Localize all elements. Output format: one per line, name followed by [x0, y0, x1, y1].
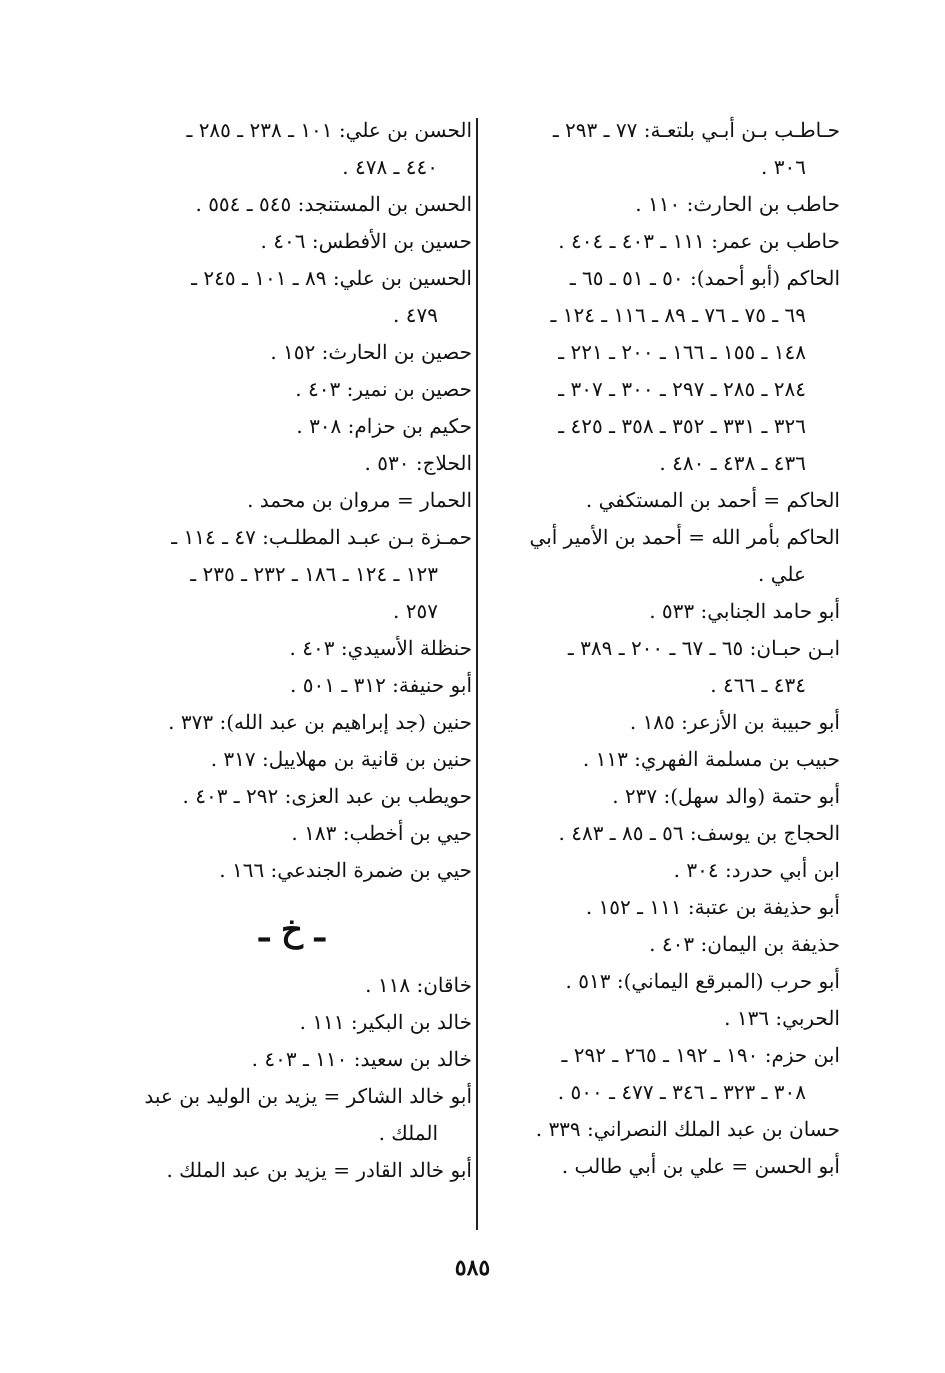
entry-continuation-line: ٤٧٩ .: [393, 303, 438, 327]
index-entry: [112, 704, 472, 741]
entry-continuation-line: ٣٠٨ ـ ٣٢٣ ـ ٣٤٦ ـ ٤٧٧ ـ ٥٠٠ .: [557, 1080, 806, 1104]
left-column: [112, 112, 472, 1189]
index-entry: [480, 704, 840, 741]
index-entry: [480, 778, 840, 815]
entry-continuation-line: ٢٥٧ .: [393, 599, 438, 623]
index-entry: [480, 852, 840, 889]
entry-line: حنظلة الأسيدي: ٤٠٣ .: [289, 636, 472, 660]
entry-line: الحاكم = أحمد بن المستكفي .: [585, 488, 840, 512]
index-entry: [480, 112, 840, 186]
entry-continuation-line: ٦٩ ـ ٧٥ ـ ٧٦ ـ ٨٩ ـ ١١٦ ـ ١٢٤ ـ: [550, 303, 806, 327]
index-entry: [480, 630, 840, 704]
index-entry: [112, 1152, 472, 1189]
index-entry: [480, 260, 840, 482]
index-entry: [480, 963, 840, 1000]
index-entry: [112, 519, 472, 630]
entry-line: حصين بن الحارث: ١٥٢ .: [270, 340, 472, 364]
index-entry: [112, 334, 472, 371]
entry-line: أبو حبيبة بن الأزعر: ١٨٥ .: [629, 710, 840, 734]
entry-line: ابـن حبـان: ٦٥ ـ ٦٧ ـ ٢٠٠ ـ ٣٨٩ ـ: [567, 636, 840, 660]
entry-line: أبو حرب (المبرقع اليماني): ٥١٣ .: [565, 969, 840, 993]
entry-line: حنين (جد إبراهيم بن عبد الله): ٣٧٣ .: [168, 710, 472, 734]
index-entry: [112, 445, 472, 482]
entry-line: الحلاج: ٥٣٠ .: [364, 451, 472, 475]
left-column-entries-kha: [112, 967, 472, 1189]
index-entry: [112, 371, 472, 408]
entry-line: الحسن بن علي: ١٠١ ـ ٢٣٨ ـ ٢٨٥ ـ: [186, 118, 472, 142]
entry-continuation-line: ١٢٣ ـ ١٢٤ ـ ١٨٦ ـ ٢٣٢ ـ ٢٣٥ ـ: [190, 562, 438, 586]
index-entry: [480, 223, 840, 260]
index-entry: [112, 741, 472, 778]
entry-line: أبو حنيفة: ٣١٢ ـ ٥٠١ .: [290, 673, 472, 697]
entry-continuation-line: ١٤٨ ـ ١٥٥ ـ ١٦٦ ـ ٢٠٠ ـ ٢٢١ ـ: [558, 340, 806, 364]
column-divider: [476, 118, 478, 1230]
entry-line: حمـزة بـن عبـد المطلـب: ٤٧ ـ ١١٤ ـ: [171, 525, 472, 549]
entry-continuation-line: الملك .: [378, 1121, 438, 1145]
entry-line: حنين بن قانية بن مهلاييل: ٣١٧ .: [210, 747, 472, 771]
section-letter-kha: ـ خ ـ: [259, 910, 325, 950]
entry-line: الحربي: ١٣٦ .: [724, 1006, 840, 1030]
index-entry: [112, 112, 472, 186]
entry-line: الحجاج بن يوسف: ٥٦ ـ ٨٥ ـ ٤٨٣ .: [558, 821, 840, 845]
entry-line: الحاكم بأمر الله = أحمد بن الأمير أبي: [529, 525, 840, 549]
entry-line: الحمار = مروان بن محمد .: [247, 488, 472, 512]
entry-line: خالد بن سعيد: ١١٠ ـ ٤٠٣ .: [251, 1047, 472, 1071]
index-entry: [112, 223, 472, 260]
entry-line: ابن أبي حدرد: ٣٠٤ .: [673, 858, 840, 882]
entry-line: الحاكم (أبو أحمد): ٥٠ ـ ٥١ ـ ٦٥ ـ: [569, 266, 840, 290]
index-entry: [112, 1041, 472, 1078]
entry-line: حسان بن عبد الملك النصراني: ٣٣٩ .: [535, 1117, 840, 1141]
index-entry: [480, 519, 840, 593]
index-entry: [112, 186, 472, 223]
index-entry: [480, 926, 840, 963]
index-entry: [480, 1000, 840, 1037]
entry-line: أبو خالد القادر = يزيد بن عبد الملك .: [166, 1158, 472, 1182]
index-entry: [480, 186, 840, 223]
entry-line: حويطب بن عبد العزى: ٢٩٢ ـ ٤٠٣ .: [182, 784, 472, 808]
index-entry: [480, 889, 840, 926]
index-entry: [112, 852, 472, 889]
entry-line: حكيم بن حزام: ٣٠٨ .: [296, 414, 472, 438]
index-entry: [480, 1111, 840, 1148]
index-entry: [480, 482, 840, 519]
entry-line: حـاطـب بـن أبـي بلتعـة: ٧٧ ـ ٢٩٣ ـ: [552, 118, 840, 142]
index-entry: [480, 1148, 840, 1185]
entry-line: أبو حذيفة بن عتبة: ١١١ ـ ١٥٢ .: [585, 895, 840, 919]
index-entry: [112, 778, 472, 815]
entry-continuation-line: ٤٣٦ ـ ٤٣٨ ـ ٤٨٠ .: [659, 451, 806, 475]
entry-line: ابن حزم: ١٩٠ ـ ١٩٢ ـ ٢٦٥ ـ ٢٩٢ ـ: [561, 1043, 840, 1067]
entry-line: أبو حتمة (والد سهل): ٢٣٧ .: [612, 784, 840, 808]
entry-line: حذيفة بن اليمان: ٤٠٣ .: [649, 932, 840, 956]
entry-line: أبو حامد الجنابي: ٥٣٣ .: [649, 599, 840, 623]
right-column: [480, 112, 840, 1185]
entry-line: حصين بن نمير: ٤٠٣ .: [295, 377, 472, 401]
left-column-entries-ha: [112, 112, 472, 889]
index-entry: [112, 260, 472, 334]
index-entry: [112, 667, 472, 704]
index-entry: [112, 630, 472, 667]
index-entry: [480, 1037, 840, 1111]
index-entry: [112, 815, 472, 852]
index-entry: [480, 593, 840, 630]
index-entry: [480, 741, 840, 778]
entry-continuation-line: ٤٤٠ ـ ٤٧٨ .: [342, 155, 438, 179]
index-entry: [112, 408, 472, 445]
entry-continuation-line: ٣٠٦ .: [761, 155, 806, 179]
entry-line: خالد بن البكير: ١١١ .: [299, 1010, 472, 1034]
entry-line: الحسين بن علي: ٨٩ ـ ١٠١ ـ ٢٤٥ ـ: [191, 266, 472, 290]
entry-line: حيي بن ضمرة الجندعي: ١٦٦ .: [219, 858, 472, 882]
page-number: ٥٨٥: [454, 1255, 491, 1281]
index-entry: [112, 1078, 472, 1152]
entry-continuation-line: ٤٣٤ ـ ٤٦٦ .: [710, 673, 806, 697]
entry-continuation-line: علي .: [758, 562, 806, 586]
index-entry: [480, 815, 840, 852]
entry-line: الحسن بن المستنجد: ٥٤٥ ـ ٥٥٤ .: [195, 192, 472, 216]
entry-line: حاطب بن عمر: ١١١ ـ ٤٠٣ ـ ٤٠٤ .: [558, 229, 840, 253]
entry-line: حسين بن الأفطس: ٤٠٦ .: [260, 229, 472, 253]
entry-line: حاطب بن الحارث: ١١٠ .: [635, 192, 840, 216]
entry-line: حبيب بن مسلمة الفهري: ١١٣ .: [582, 747, 840, 771]
entry-continuation-line: ٣٢٦ ـ ٣٣١ ـ ٣٥٢ ـ ٣٥٨ ـ ٤٢٥ ـ: [558, 414, 806, 438]
index-entry: [112, 967, 472, 1004]
index-entry: [112, 1004, 472, 1041]
entry-line: خاقان: ١١٨ .: [365, 973, 472, 997]
entry-continuation-line: ٢٨٤ ـ ٢٨٥ ـ ٢٩٧ ـ ٣٠٠ ـ ٣٠٧ ـ: [558, 377, 806, 401]
entry-line: أبو خالد الشاكر = يزيد بن الوليد بن عبد: [144, 1084, 472, 1108]
entry-line: حيي بن أخطب: ١٨٣ .: [291, 821, 472, 845]
entry-line: أبو الحسن = علي بن أبي طالب .: [561, 1154, 840, 1178]
index-entry: [112, 482, 472, 519]
